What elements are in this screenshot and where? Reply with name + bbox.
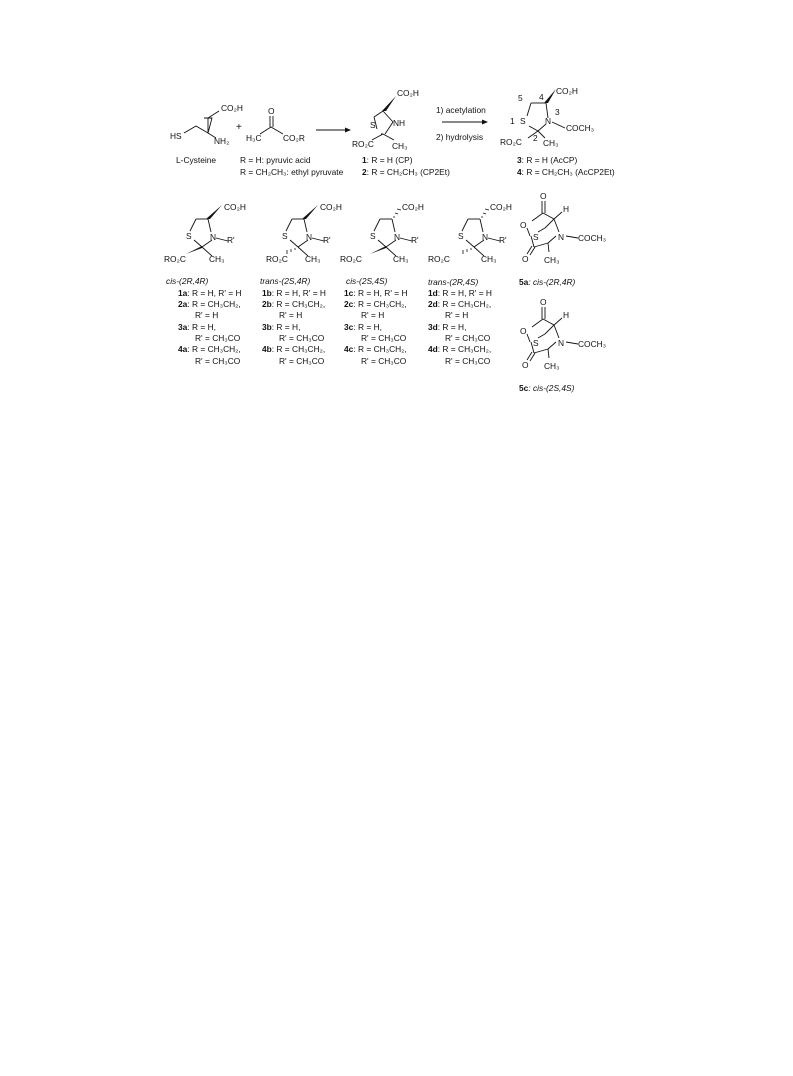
svg-text:1c: R = H, R' = H — [344, 288, 408, 298]
label-4c-num: 4c — [344, 344, 354, 354]
acp-locant-3: 3 — [555, 107, 560, 117]
isomer-b-ro2c: RO₂C — [266, 254, 288, 264]
acp-locant-4: 4 — [539, 92, 544, 102]
isomer-b-s: S — [282, 231, 288, 241]
cp-nh: NH — [393, 118, 406, 128]
label-5c-text: : cis-(2S,4S) — [528, 383, 575, 393]
cp-ro2c: RO₂C — [352, 139, 374, 149]
label-1d-text: : R = H, R' = H — [437, 288, 492, 298]
isomer-b — [266, 202, 342, 264]
lactone-5a-o-bottom: O — [522, 254, 529, 264]
isomer-c — [340, 202, 424, 264]
label-4b-text: : R = CH₃CH₂, — [271, 344, 326, 354]
pyruvate-co2r: CO₂R — [283, 133, 305, 143]
acp-ro2c: RO₂C — [500, 137, 522, 147]
reaction-arrow-1 — [316, 128, 351, 133]
isomer-d — [428, 202, 512, 264]
svg-text:2b: R = CH₃CH₂, — [262, 299, 325, 309]
acp-locant-1: 1 — [510, 116, 515, 126]
lactone-5c-s: S — [533, 338, 539, 348]
acp-ch3: CH₃ — [543, 138, 559, 148]
isomer-d-legend — [428, 277, 492, 366]
svg-text:5c: cis-(2S,4S) — [519, 383, 575, 393]
svg-text:4b: R = CH₃CH₂, — [262, 344, 325, 354]
label-3a-text: : R = H, — [187, 322, 216, 332]
lactone-5c-n: N — [558, 338, 565, 348]
label-4b-cont: R' = CH₃CO — [279, 356, 325, 366]
svg-text:1: R = H (CP) — [362, 155, 413, 165]
lactone-5c-o-top: O — [540, 297, 547, 307]
label-4d-num: 4d — [428, 344, 438, 354]
isomer-a-rprime: R' — [227, 235, 235, 245]
cysteine-structure — [170, 103, 243, 165]
label-1c-num: 1c — [344, 288, 354, 298]
reaction-arrow-2 — [436, 105, 488, 142]
pyruvate-def-1: R = H: pyruvic acid — [240, 155, 311, 165]
isomer-c-header: cis-(2S,4S) — [346, 276, 388, 286]
isomer-d-ch3: CH₃ — [481, 254, 497, 264]
step-hydrolysis: 2) hydrolysis — [436, 132, 484, 142]
label-1b-text: : R = H, R' = H — [271, 288, 326, 298]
cp-co2h: CO₂H — [397, 88, 419, 98]
isomer-b-rprime: R' — [323, 235, 331, 245]
isomer-c-ch3: CH₃ — [393, 254, 409, 264]
label-2b-text: : R = CH₃CH₂, — [271, 299, 326, 309]
svg-text:4: R = CH₂CH₃ (AcCP2Et) — [517, 167, 615, 177]
svg-text:5a: cis-(2R,4R) — [519, 277, 576, 287]
label-2c-text: : R = CH₃CH₂, — [353, 299, 407, 309]
isomer-a-ch3: CH₃ — [209, 254, 225, 264]
label-4b-num: 4b — [262, 344, 272, 354]
isomer-d-ro2c: RO₂C — [428, 254, 450, 264]
isomer-b-header: trans-(2S,4R) — [260, 276, 311, 286]
lactone-5a-n: N — [558, 232, 565, 242]
label-2a-cont: R' = H — [195, 310, 219, 320]
isomer-a-legend — [166, 276, 242, 366]
label-4a-cont: R' = CH₃CO — [195, 356, 241, 366]
isomer-a-n: N — [210, 232, 217, 242]
step-acetylation: 1) acetylation — [436, 105, 486, 115]
label-2d-num: 2d — [428, 299, 438, 309]
svg-text:2c: R = CH₃CH₂, — [344, 299, 407, 309]
label-2c-num: 2c — [344, 299, 354, 309]
acp-coch3: COCH₃ — [566, 123, 595, 133]
label-4c-text: : R = CH₃CH₂, — [353, 344, 407, 354]
isomer-d-co2h: CO₂H — [490, 202, 512, 212]
label-4a-text: : R = CH₃CH₂, — [187, 344, 241, 354]
label-1c-text: : R = H, R' = H — [353, 288, 408, 298]
isomer-a-ro2c: RO₂C — [164, 254, 186, 264]
acp-n: N — [545, 116, 552, 126]
lactone-5c-o-ring: O — [520, 326, 527, 336]
acp-locant-2: 2 — [533, 133, 538, 143]
svg-text:1d: R = H, R' = H — [428, 288, 492, 298]
label-3d-text: : R = H, — [437, 322, 467, 332]
lactone-5c-o-bottom: O — [522, 360, 529, 370]
lactone-5a-ch3: CH₃ — [544, 255, 560, 265]
svg-text:4a: R = CH₃CH₂, — [178, 344, 241, 354]
label-3a-cont: R' = CH₃CO — [195, 333, 241, 343]
label-1a-text: : R = H, R' = H — [187, 288, 242, 298]
label-3b-num: 3b — [262, 322, 272, 332]
isomer-c-s: S — [370, 231, 376, 241]
label-acp-num: 3 — [517, 155, 522, 165]
lactone-5a-o-top: O — [540, 191, 547, 201]
cp-ch3: CH₃ — [392, 141, 408, 151]
label-3a-num: 3a — [178, 322, 188, 332]
label-2b-num: 2b — [262, 299, 272, 309]
isomer-c-n: N — [394, 232, 401, 242]
label-2c-cont: R' = H — [361, 310, 385, 320]
svg-text:3: R = H (AcCP) — [517, 155, 577, 165]
label-1d-num: 1d — [428, 288, 438, 298]
acp-s: S — [520, 116, 526, 126]
isomer-b-legend — [260, 276, 326, 366]
label-3b-cont: R' = CH₃CO — [279, 333, 325, 343]
isomer-a-s: S — [186, 231, 192, 241]
label-5a-text: : cis-(2R,4R) — [528, 277, 576, 287]
svg-text:3b: R = H, — [262, 322, 300, 332]
label-3d-cont: R' = CH₃CO — [445, 333, 491, 343]
svg-text:4c: R = CH₃CH₂, — [344, 344, 407, 354]
label-3b-text: : R = H, — [271, 322, 301, 332]
isomer-d-rprime: R' — [499, 235, 507, 245]
pyruvate-o: O — [268, 106, 275, 116]
lactone-5c-coch3: COCH₃ — [578, 339, 607, 349]
isomer-d-s: S — [458, 231, 464, 241]
label-3c-num: 3c — [344, 322, 354, 332]
lactone-5c-h: H — [563, 310, 570, 320]
cysteine-co2h: CO₂H — [221, 103, 243, 113]
acp-structure — [500, 86, 615, 177]
pyruvate-def-2: R = CH₂CH₃: ethyl pyruvate — [240, 167, 344, 177]
isomer-a-co2h: CO₂H — [224, 202, 246, 212]
label-cp2et-text: : R = CH₂CH₃ (CP2Et) — [366, 167, 450, 177]
pyruvate-structure — [240, 106, 344, 177]
isomer-d-n: N — [482, 232, 489, 242]
svg-text:3a: R = H, — [178, 322, 216, 332]
label-cp-num: 1 — [362, 155, 367, 165]
isomer-c-legend — [344, 276, 408, 366]
label-4a-num: 4a — [178, 344, 188, 354]
label-2a-text: : R = CH₃CH₂, — [187, 299, 241, 309]
label-acp2et-num: 4 — [517, 167, 522, 177]
label-acp2et-text: : R = CH₂CH₃ (AcCP2Et) — [521, 167, 615, 177]
label-4d-cont: R' = CH₃CO — [445, 356, 491, 366]
label-3c-text: : R = H, — [353, 322, 382, 332]
isomer-a — [164, 202, 246, 264]
svg-text:2: R = CH₂CH₃ (CP2Et) — [362, 167, 450, 177]
label-2d-text: : R = CH₃CH₂, — [437, 299, 492, 309]
acp-locant-5: 5 — [518, 93, 523, 103]
label-5a-num: 5a — [519, 277, 529, 287]
label-5c-num: 5c — [519, 383, 529, 393]
label-1a-num: 1a — [178, 288, 188, 298]
lactone-5a-s: S — [533, 232, 539, 242]
label-4d-text: : R = CH₃CH₂, — [437, 344, 492, 354]
cysteine-label: L-Cysteine — [176, 155, 217, 165]
isomer-c-rprime: R' — [411, 235, 419, 245]
cysteine-hs: HS — [170, 131, 182, 141]
lactone-5c-ch3: CH₃ — [544, 361, 560, 371]
isomer-a-header: cis-(2R,4R) — [166, 276, 209, 286]
label-2d-cont: R' = H — [445, 310, 469, 320]
svg-text:2d: R = CH₃CH₂, — [428, 299, 491, 309]
isomer-c-co2h: CO₂H — [402, 202, 424, 212]
svg-text:4d: R = CH₃CH₂, — [428, 344, 491, 354]
label-3c-cont: R' = CH₃CO — [361, 333, 407, 343]
pyruvate-h3c: H₃C — [246, 133, 262, 143]
lactone-5a — [519, 191, 606, 287]
svg-text:2a: R = CH₃CH₂, — [178, 299, 241, 309]
label-cp2et-num: 2 — [362, 167, 367, 177]
cp-s: S — [370, 120, 376, 130]
lactone-5c — [519, 297, 606, 393]
svg-text:1b: R = H, R' = H — [262, 288, 326, 298]
label-1b-num: 1b — [262, 288, 272, 298]
isomer-d-header: trans-(2R,4S) — [428, 277, 479, 287]
label-3d-num: 3d — [428, 322, 438, 332]
acp-co2h: CO₂H — [556, 86, 578, 96]
isomer-c-ro2c: RO₂C — [340, 254, 362, 264]
cysteine-nh2: NH₂ — [214, 136, 230, 146]
isomer-b-ch3: CH₃ — [305, 254, 321, 264]
label-2b-cont: R' = H — [279, 310, 303, 320]
isomer-b-n: N — [306, 232, 313, 242]
label-acp-text: : R = H (AcCP) — [521, 155, 578, 165]
label-4c-cont: R' = CH₃CO — [361, 356, 407, 366]
lactone-5a-coch3: COCH₃ — [578, 233, 607, 243]
svg-text:3c: R = H, — [344, 322, 382, 332]
lactone-5a-o-ring: O — [520, 220, 527, 230]
svg-text:1a: R = H, R' = H — [178, 288, 242, 298]
isomer-b-co2h: CO₂H — [320, 202, 342, 212]
label-cp-text: : R = H (CP) — [366, 155, 413, 165]
plus-sign: + — [236, 122, 242, 133]
lactone-5a-h: H — [563, 204, 570, 214]
label-2a-num: 2a — [178, 299, 188, 309]
svg-text:3d: R = H, — [428, 322, 466, 332]
